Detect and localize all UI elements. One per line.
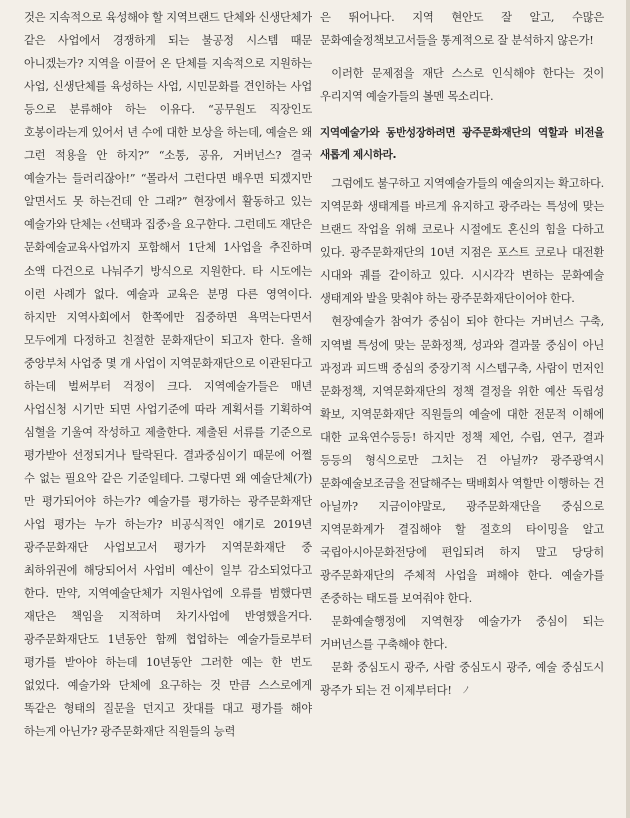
- section-subheading: 지역예술가와 동반성장하려면 광주문화재단의 역할과 비전을 새롭게 제시하라.: [320, 127, 604, 162]
- closing-sentence: 문화 중심도시 광주, 사람 중심도시 광주, 예술 중심도시 광주가 되는 건 이제부터다!: [320, 661, 604, 698]
- right-column: [320, 6, 604, 818]
- right-paragraph-6: [320, 656, 604, 704]
- right-paragraph-4: 현장예술가 참여가 중심이 되야 한다는 거버넌스 구축, 지역별 특성에 맞는 문화정책, 성과와 결과물 중심이 아닌 과정과 피드백 중심의 중장기적 시스템구축, 사람이 먼저인 문화정책, 지역문화재단의 정책 결정을 위한 예산 독립성 확보, 지역문화재단 직원들의 예술에 대한 전문적 이해에 대한 교육연수등등! 하지만 정책 제언, 수립, 연구, 결과 등등의 형식으로만 그치는 건 아닐까? 광주광역시 문화예술보조금을 전달해주는 택배회사 역할만 이행하는 건 아닐까? 지금이야말로, 광주문화재단을 중심으로 지역문화계가 결집해야 할 절호의 타이밍을 알고 국립아시아문화전당에 편입되려 하지 말고 당당히 광주문화재단의 주체적 사업을 펴해야 한다. 예술가를 존중하는 태도를 보여줘야 한다.: [320, 315, 604, 606]
- paragraph-gap: [320, 52, 604, 62]
- end-mark-icon: ﾉ: [462, 686, 468, 697]
- left-body-paragraph: 것은 지속적으로 육성해야 할 지역브랜드 단체와 신생단체가 같은 사업에서 경쟁하게 되는 불공정 시스템 때문 아니겠는가? 지역을 이끌어 온 단체를 지속적으로 지원하는 사업, 신생단체를 육성하는 사업, 시민문화를 견인하는 사업 등으로 분류해야 하는 이유다. “공무원도 직장인도 호봉이라는게 있어서 년 수에 대한 보상을 하는데, 예술은 왜 그런 적용을 안 하지?” “소통, 공유, 거버넌스? 결국 예술가는 들러리잖아!” “몰라서 그런다면 배우면 되겠지만 알면서도 못 하는건데 안 그래?” 현장에서 활동하고 있는 예술가와 단체는 ‹선택과 집중›을 요구한다. 그런데도 재단은 문화예술교육사업까지 포함해서 1단체 1사업을 추진하며 소액 다건으로 나눠주기 방식으로 지원한다. 타 시도에는 이런 사례가 없다. 예술과 교육은 분명 다른 영역이다. 하지만 지역사회에서 한쪽에만 집중하면 욕먹는다면서 모두에게 다정하고 친절한 문화재단이 되고자 한다. 올해 중앙부처 사업중 몇 개 사업이 지역문화재단으로 이관된다고 하는데 벌써부터 걱정이 크다. 지역예술가들은 매년 사업신청 시기만 되면 사업기준에 따라 계획서를 기획하여 심혈을 기울여 작성하고 제출한다. 제출된 서류를 기준으로 평가받아 선정되거나 탈락된다. 결과중심이기 때문에 어쩔 수 없는 필요악 같은 기준일테다. 그렇다면 왜 예술단체(가)만 평가되어야 하는가? 예술가를 평가하는 광주문화재단 사업 평가는 누가 하는가? 비공식적인 얘기로 2019년 광주문화재단 사업보고서 평가가 지역문화재단 중 최하위권에 해당되어서 사업비 예산이 일부 감소되었다고 한다. 만약, 지역예술단체가 지원사업에 오류를 범했다면 재단은 책임을 지적하며 차기사업에 반영했을거다. 광주문화재단도 1년동안 함께 협업하는 예술가들로부터 평가를 받아야 하는데 10년동안 그러한 예는 한 번도 없었다. 예술가와 단체에 요구하는 것 만큼 스스로에게 똑같은 형태의 질문을 던지고 잣대를 대고 평가를 해야 하는게 아닌가? 광주문화재단 직원들의 능력: [24, 11, 312, 739]
- left-column: [24, 6, 312, 818]
- page-edge-divider: [626, 0, 630, 818]
- right-paragraph-1: 은 뛰어나다. 지역 현안도 잘 알고, 수많은 문화예술정책보고서들을 통계적으로 잘 분석하지 않은가!: [320, 11, 604, 48]
- right-paragraph-2: 이러한 문제점을 재단 스스로 인식해야 한다는 것이 우리지역 예술가들의 볼멘 목소리다.: [320, 67, 604, 104]
- right-paragraph-3: 그럼에도 불구하고 지역예술가들의 예술의지는 확고하다. 지역문화 생태계를 바르게 유지하고 광주라는 특성에 맞는 브랜드 작업을 위해 코로나 시절에도 혼신의 힘을 다하고 있다. 광주문화재단의 10년 지점은 포스트 코로나 대전환 시대와 궤를 같이하고 있다. 시시각각 변하는 문화예술 생태계와 발을 맞춰야 하는 광주문화재단이어야 한다.: [320, 177, 604, 306]
- right-paragraph-5: 문화예술행정에 지역현장 예술가가 중심이 되는 거버넌스를 구축해야 한다.: [320, 615, 604, 652]
